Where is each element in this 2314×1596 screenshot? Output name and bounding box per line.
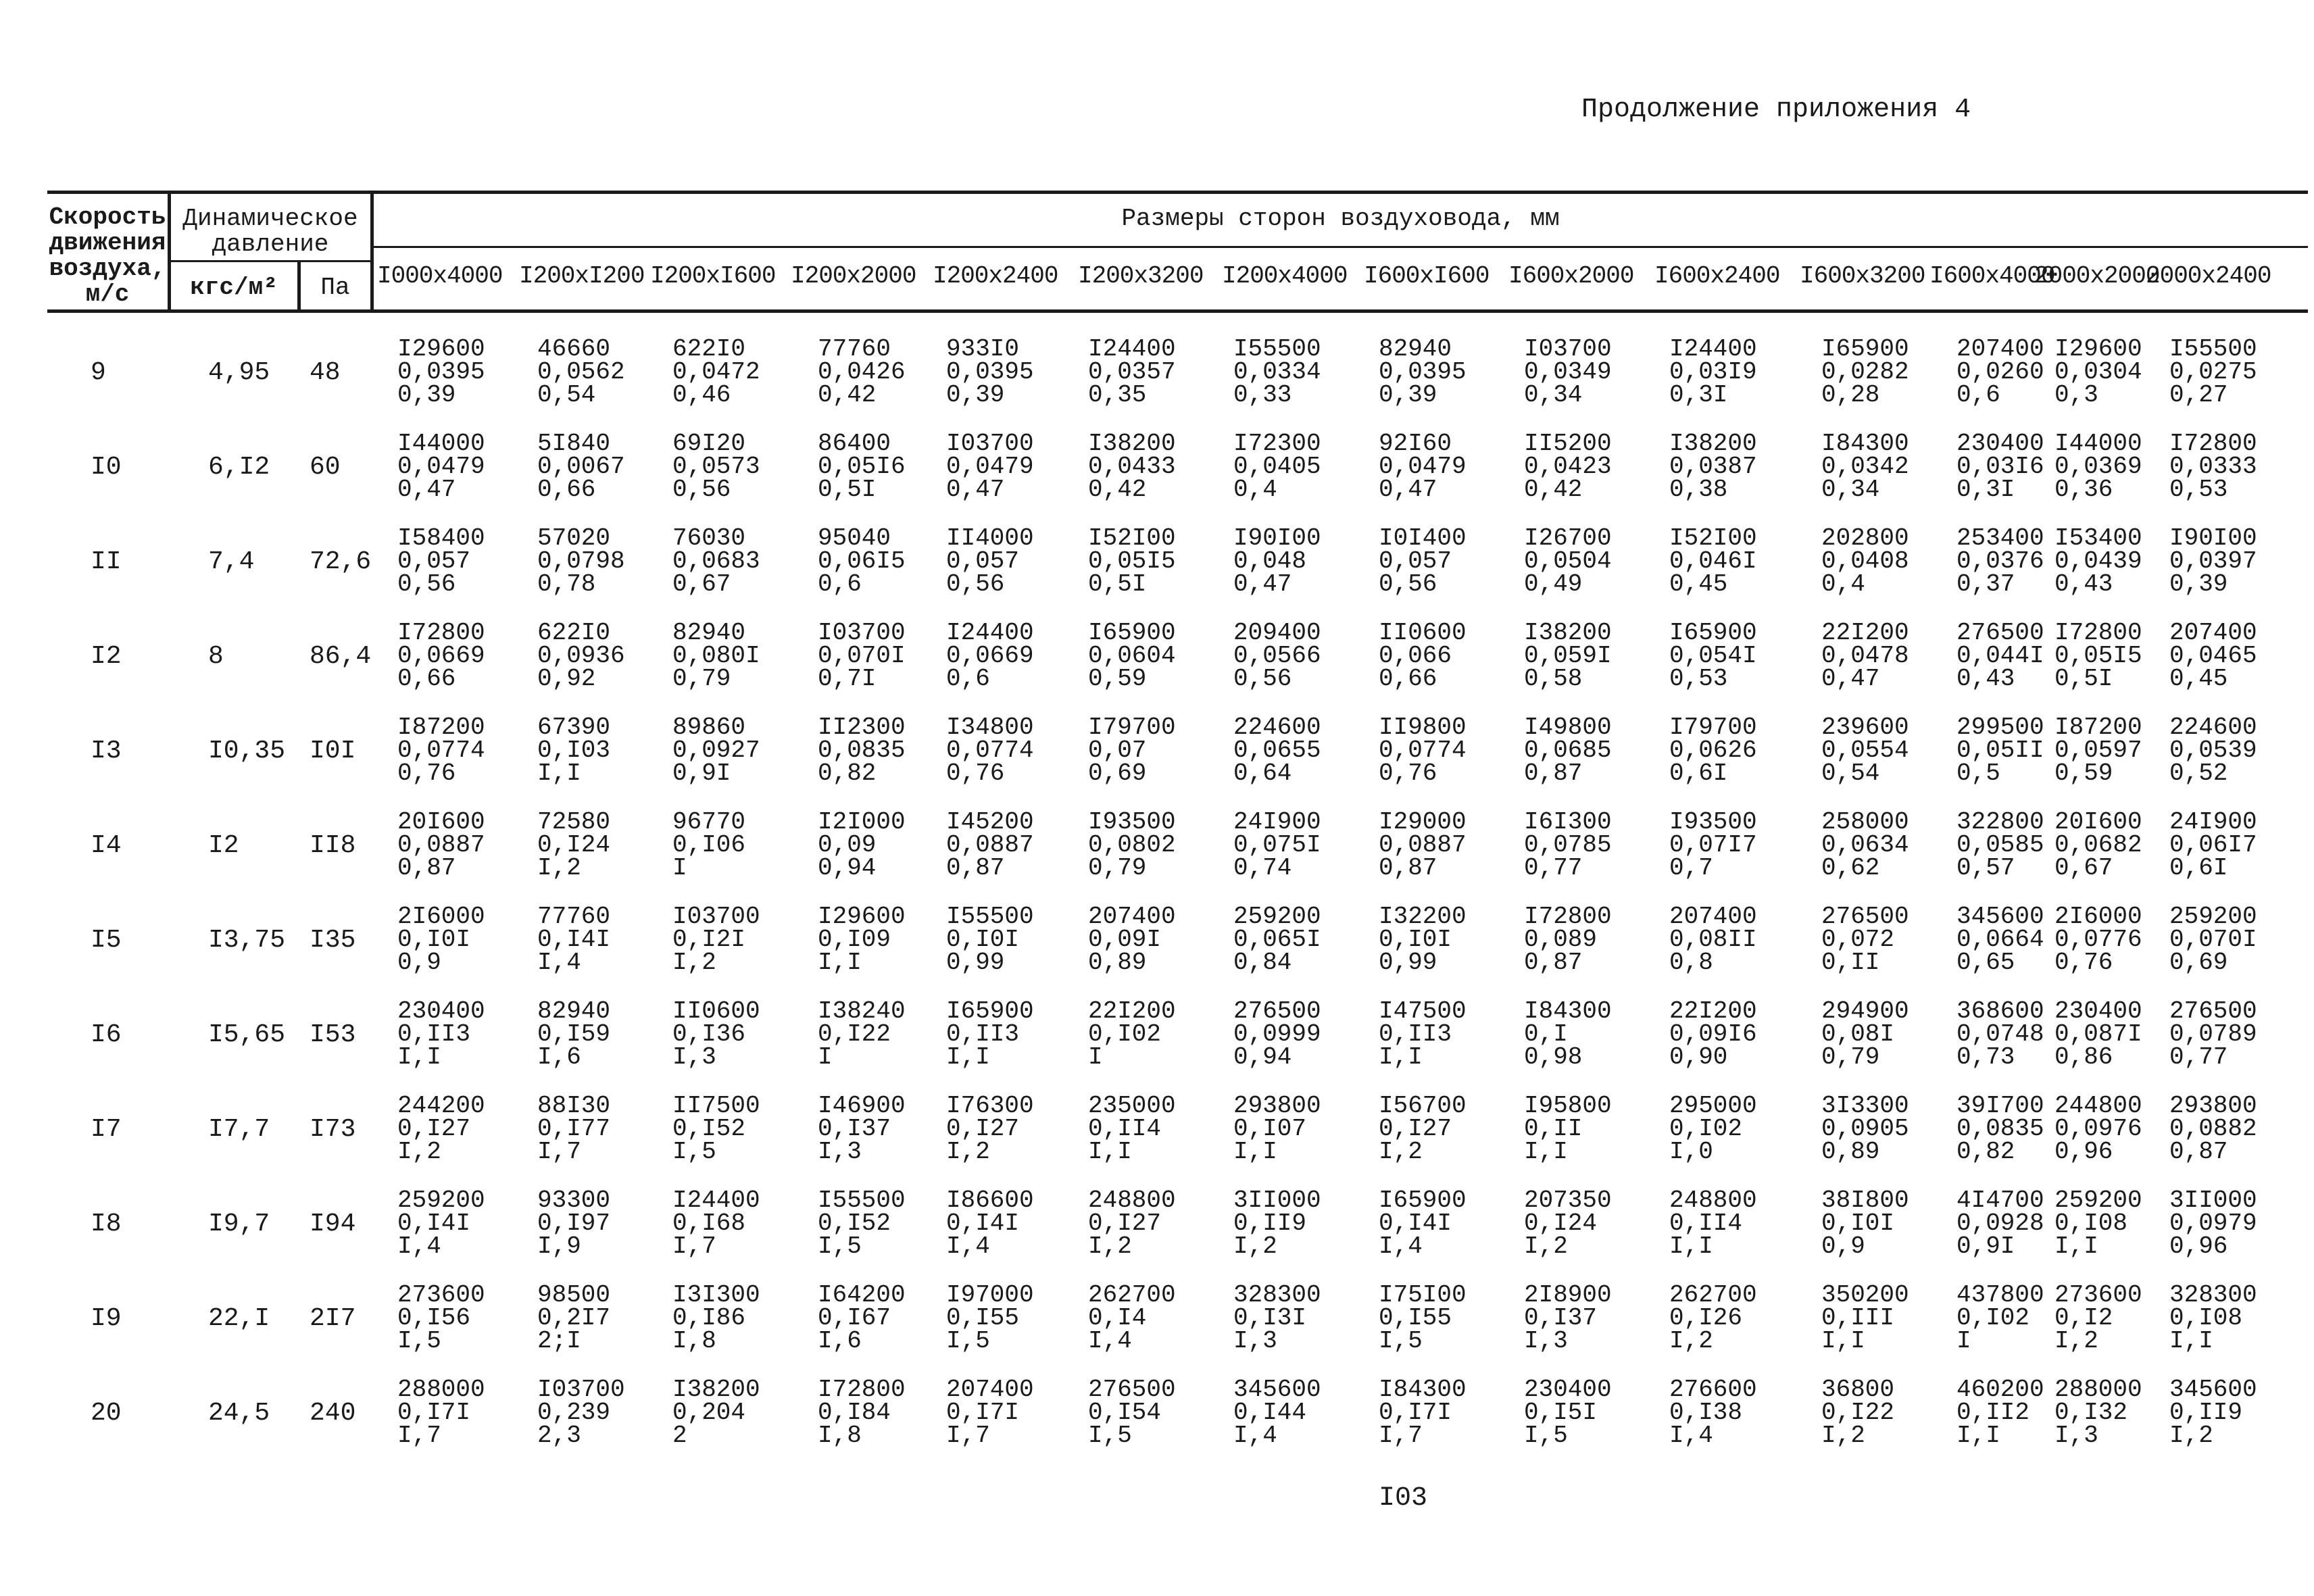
table-cell: I44000 0,0369 0,36 xyxy=(2054,430,2142,503)
velocity-header-line-1: Скорость xyxy=(49,203,166,231)
table-cell: 22I200 0,09I6 0,90 xyxy=(1669,997,1757,1071)
kgs-value: 4,95 xyxy=(208,358,270,387)
table-cell: 368600 0,0748 0,73 xyxy=(1956,997,2044,1071)
table-cell: I90I00 0,0397 0,39 xyxy=(2169,524,2257,598)
table-cell: I34800 0,0774 0,76 xyxy=(946,714,1034,787)
table-cell: I90I00 0,048 0,47 xyxy=(1233,524,1321,598)
table-cell: 72580 0,I24 I,2 xyxy=(537,808,611,882)
column-header-10: I600x3200 xyxy=(1800,262,1925,290)
column-header-2: I200xI600 xyxy=(650,262,776,290)
table-cell: 82940 0,I59 I,6 xyxy=(537,997,611,1071)
table-cell: 22I200 0,0478 0,47 xyxy=(1821,619,1909,693)
table-cell: I72800 0,089 0,87 xyxy=(1524,903,1612,976)
table-cell: 262700 0,I4 I,4 xyxy=(1088,1281,1176,1355)
kgs-value: I0,35 xyxy=(208,737,286,766)
table-cell: I24400 0,I68 I,7 xyxy=(672,1187,760,1260)
dynamic-header-line-2: давление xyxy=(212,230,329,258)
table-cell: 239600 0,0554 0,54 xyxy=(1821,714,1909,787)
table-cell: 82940 0,0395 0,39 xyxy=(1379,335,1467,409)
table-cell: 57020 0,0798 0,78 xyxy=(537,524,625,598)
velocity-value: II xyxy=(91,547,122,576)
table-cell: I65900 0,0604 0,59 xyxy=(1088,619,1176,693)
table-cell: 276500 0,072 0,II xyxy=(1821,903,1909,976)
table-cell: 235000 0,II4 I,I xyxy=(1088,1092,1176,1166)
table-cell: 259200 0,065I 0,84 xyxy=(1233,903,1321,976)
table-cell: I65900 0,I4I I,4 xyxy=(1379,1187,1467,1260)
velocity-header-line-2: движения xyxy=(49,229,166,257)
header-bottom-rule xyxy=(47,309,2308,313)
table-cell: 259200 0,070I 0,69 xyxy=(2169,903,2257,976)
velocity-value: I5 xyxy=(91,926,122,955)
table-cell: 209400 0,0566 0,56 xyxy=(1233,619,1321,693)
table-cell: 86400 0,05I6 0,5I xyxy=(818,430,906,503)
table-cell: 622I0 0,0936 0,92 xyxy=(537,619,625,693)
velocity-value: I2 xyxy=(91,642,122,671)
kgs-value: I7,7 xyxy=(208,1115,270,1144)
table-cell: I38200 0,059I 0,58 xyxy=(1524,619,1612,693)
table-cell: I29000 0,0887 0,87 xyxy=(1379,808,1467,882)
table-cell: I84300 0,I7I I,7 xyxy=(1379,1376,1467,1449)
table-cell: I65900 0,054I 0,53 xyxy=(1669,619,1757,693)
velocity-header-line-4: м/с xyxy=(85,280,130,308)
kgs-value: I5,65 xyxy=(208,1020,286,1049)
table-cell: 293800 0,I07 I,I xyxy=(1233,1092,1321,1166)
kgs-value: I9,7 xyxy=(208,1210,270,1239)
table-cell: 95040 0,06I5 0,6 xyxy=(818,524,906,598)
table-cell: I55500 0,I0I 0,99 xyxy=(946,903,1034,976)
table-cell: 230400 0,087I 0,86 xyxy=(2054,997,2142,1071)
table-cell: II4000 0,057 0,56 xyxy=(946,524,1034,598)
table-cell: I03700 0,I2I I,2 xyxy=(672,903,760,976)
page-number: I03 xyxy=(1379,1483,1428,1514)
table-cell: 276500 0,044I 0,43 xyxy=(1956,619,2044,693)
table-cell: I03700 0,0349 0,34 xyxy=(1524,335,1612,409)
column-header-11: I600x4000 xyxy=(1929,262,2055,290)
table-cell: I72800 0,05I5 0,5I xyxy=(2054,619,2142,693)
table-cell: 2I6000 0,I0I 0,9 xyxy=(397,903,485,976)
velocity-value: I3 xyxy=(91,737,122,766)
table-cell: I87200 0,0597 0,59 xyxy=(2054,714,2142,787)
table-cell: 3I3300 0,0905 0,89 xyxy=(1821,1092,1909,1166)
table-cell: I55500 0,I52 I,5 xyxy=(818,1187,906,1260)
pa-value: I94 xyxy=(310,1210,356,1239)
table-cell: 276500 0,0999 0,94 xyxy=(1233,997,1321,1071)
table-cell: 46660 0,0562 0,54 xyxy=(537,335,625,409)
table-cell: 230400 0,I5I I,5 xyxy=(1524,1376,1612,1449)
table-cell: II5200 0,0423 0,42 xyxy=(1524,430,1612,503)
table-cell: I87200 0,0774 0,76 xyxy=(397,714,485,787)
table-cell: I45200 0,0887 0,87 xyxy=(946,808,1034,882)
pa-value: I73 xyxy=(310,1115,356,1144)
kgs-value: I3,75 xyxy=(208,926,286,955)
table-cell: II0600 0,066 0,66 xyxy=(1379,619,1467,693)
column-header-8: I600x2000 xyxy=(1508,262,1634,290)
velocity-value: I6 xyxy=(91,1020,122,1049)
table-cell: 328300 0,I3I I,3 xyxy=(1233,1281,1321,1355)
kgs-header: кгс/м² xyxy=(190,274,278,301)
table-cell: I56700 0,I27 I,2 xyxy=(1379,1092,1467,1166)
table-cell: I26700 0,0504 0,49 xyxy=(1524,524,1612,598)
table-cell: 276500 0,I54 I,5 xyxy=(1088,1376,1176,1449)
table-cell: 288000 0,I7I I,7 xyxy=(397,1376,485,1449)
table-top-rule xyxy=(47,191,2308,194)
table-cell: 288000 0,I32 I,3 xyxy=(2054,1376,2142,1449)
table-cell: I79700 0,0626 0,6I xyxy=(1669,714,1757,787)
velocity-value: I8 xyxy=(91,1210,122,1239)
column-header-4: I200x2400 xyxy=(933,262,1058,290)
table-cell: 273600 0,I2 I,2 xyxy=(2054,1281,2142,1355)
table-cell: II9800 0,0774 0,76 xyxy=(1379,714,1467,787)
table-cell: 244200 0,I27 I,2 xyxy=(397,1092,485,1166)
column-header-13: 2000x2400 xyxy=(2146,262,2271,290)
pa-value: 60 xyxy=(310,453,341,482)
pa-value: I0I xyxy=(310,737,356,766)
table-cell: 437800 0,I02 I xyxy=(1956,1281,2044,1355)
table-cell: I38200 0,0433 0,42 xyxy=(1088,430,1176,503)
table-cell: 248800 0,II4 I,I xyxy=(1669,1187,1757,1260)
table-cell: 262700 0,I26 I,2 xyxy=(1669,1281,1757,1355)
column-header-5: I200x3200 xyxy=(1078,262,1204,290)
table-cell: 293800 0,0882 0,87 xyxy=(2169,1092,2257,1166)
table-cell: I72800 0,0669 0,66 xyxy=(397,619,485,693)
table-cell: 350200 0,III I,I xyxy=(1821,1281,1909,1355)
table-cell: I03700 0,070I 0,7I xyxy=(818,619,906,693)
table-cell: 207400 0,I7I I,7 xyxy=(946,1376,1034,1449)
pa-value: 48 xyxy=(310,358,341,387)
table-cell: 98500 0,2I7 2;I xyxy=(537,1281,611,1355)
table-cell: 3II000 0,II9 I,2 xyxy=(1233,1187,1321,1260)
table-cell: I29600 0,0304 0,3 xyxy=(2054,335,2142,409)
table-cell: I6I300 0,0785 0,77 xyxy=(1524,808,1612,882)
table-cell: I97000 0,I55 I,5 xyxy=(946,1281,1034,1355)
table-cell: 96770 0,I06 I xyxy=(672,808,746,882)
table-cell: 460200 0,II2 I,I xyxy=(1956,1376,2044,1449)
table-cell: I84300 0,0342 0,34 xyxy=(1821,430,1909,503)
table-cell: I76300 0,I27 I,2 xyxy=(946,1092,1034,1166)
table-cell: I86600 0,I4I I,4 xyxy=(946,1187,1034,1260)
table-cell: 328300 0,I08 I,I xyxy=(2169,1281,2257,1355)
table-cell: I75I00 0,I55 I,5 xyxy=(1379,1281,1467,1355)
table-cell: I29600 0,0395 0,39 xyxy=(397,335,485,409)
table-cell: I72800 0,0333 0,53 xyxy=(2169,430,2257,503)
table-cell: I65900 0,II3 I,I xyxy=(946,997,1034,1071)
kgs-value: 6,I2 xyxy=(208,453,270,482)
table-cell: 273600 0,I56 I,5 xyxy=(397,1281,485,1355)
table-cell: I58400 0,057 0,56 xyxy=(397,524,485,598)
table-cell: I03700 0,239 2,3 xyxy=(537,1376,625,1449)
table-cell: 3II000 0,0979 0,96 xyxy=(2169,1187,2257,1260)
table-cell: 24I900 0,075I 0,74 xyxy=(1233,808,1321,882)
table-cell: 77760 0,I4I I,4 xyxy=(537,903,611,976)
table-cell: 5I840 0,0067 0,66 xyxy=(537,430,625,503)
table-cell: 224600 0,0539 0,52 xyxy=(2169,714,2257,787)
table-cell: I46900 0,I37 I,3 xyxy=(818,1092,906,1166)
pa-value: 240 xyxy=(310,1399,356,1428)
velocity-value: I0 xyxy=(91,453,122,482)
table-cell: 69I20 0,0573 0,56 xyxy=(672,430,760,503)
table-cell: I55500 0,0334 0,33 xyxy=(1233,335,1321,409)
kgs-value: 7,4 xyxy=(208,547,255,576)
dynamic-header-line-1: Динамическое xyxy=(182,205,358,232)
table-cell: 224600 0,0655 0,64 xyxy=(1233,714,1321,787)
pa-value: I53 xyxy=(310,1020,356,1049)
table-cell: 67390 0,I03 I,I xyxy=(537,714,611,787)
pa-header: Па xyxy=(320,274,350,301)
table-cell: I38200 0,204 2 xyxy=(672,1376,760,1449)
table-cell: I38240 0,I22 I xyxy=(818,997,906,1071)
pa-value: 2I7 xyxy=(310,1304,356,1333)
table-cell: I44000 0,0479 0,47 xyxy=(397,430,485,503)
table-cell: I3I300 0,I86 I,8 xyxy=(672,1281,760,1355)
pa-value: 72,6 xyxy=(310,547,372,576)
table-cell: 258000 0,0634 0,62 xyxy=(1821,808,1909,882)
table-cell: 244800 0,0976 0,96 xyxy=(2054,1092,2142,1166)
table-cell: 622I0 0,0472 0,46 xyxy=(672,335,760,409)
table-cell: 294900 0,08I 0,79 xyxy=(1821,997,1909,1071)
table-cell: 24I900 0,06I7 0,6I xyxy=(2169,808,2257,882)
table-cell: I93500 0,0802 0,79 xyxy=(1088,808,1176,882)
table-cell: I03700 0,0479 0,47 xyxy=(946,430,1034,503)
table-cell: I47500 0,II3 I,I xyxy=(1379,997,1467,1071)
column-header-9: I600x2400 xyxy=(1654,262,1780,290)
table-cell: I24400 0,03I9 0,3I xyxy=(1669,335,1757,409)
table-cell: 207400 0,0465 0,45 xyxy=(2169,619,2257,693)
table-cell: 259200 0,I08 I,I xyxy=(2054,1187,2142,1260)
kgs-value: 8 xyxy=(208,642,224,671)
table-cell: 22I200 0,I02 I xyxy=(1088,997,1176,1071)
table-cell: 345600 0,0664 0,65 xyxy=(1956,903,2044,976)
table-cell: I93500 0,07I7 0,7 xyxy=(1669,808,1757,882)
table-cell: 276600 0,I38 I,4 xyxy=(1669,1376,1757,1449)
table-cell: I55500 0,0275 0,27 xyxy=(2169,335,2257,409)
table-cell: 4I4700 0,0928 0,9I xyxy=(1956,1187,2044,1260)
table-cell: I2I000 0,09 0,94 xyxy=(818,808,906,882)
table-cell: 259200 0,I4I I,4 xyxy=(397,1187,485,1260)
table-cell: I52I00 0,046I 0,45 xyxy=(1669,524,1757,598)
table-cell: I24400 0,0669 0,6 xyxy=(946,619,1034,693)
pa-value: 86,4 xyxy=(310,642,372,671)
table-cell: I0I400 0,057 0,56 xyxy=(1379,524,1467,598)
table-cell: 299500 0,05II 0,5 xyxy=(1956,714,2044,787)
column-header-1: I200xI200 xyxy=(519,262,645,290)
table-cell: 345600 0,II9 I,2 xyxy=(2169,1376,2257,1449)
table-cell: 20I600 0,0682 0,67 xyxy=(2054,808,2142,882)
table-cell: 38I800 0,I0I 0,9 xyxy=(1821,1187,1909,1260)
table-cell: 207350 0,I24 I,2 xyxy=(1524,1187,1612,1260)
table-cell: 933I0 0,0395 0,39 xyxy=(946,335,1034,409)
pa-value: II8 xyxy=(310,831,356,860)
velocity-value: 9 xyxy=(91,358,106,387)
table-cell: I53400 0,0439 0,43 xyxy=(2054,524,2142,598)
velocity-value: I7 xyxy=(91,1115,122,1144)
kgs-value: 24,5 xyxy=(208,1399,270,1428)
column-header-12: 2000x2000 xyxy=(2034,262,2160,290)
kgs-value: 22,I xyxy=(208,1304,270,1333)
velocity-header-line-3: воздуха, xyxy=(49,255,166,282)
table-cell: 253400 0,0376 0,37 xyxy=(1956,524,2044,598)
table-cell: 77760 0,0426 0,42 xyxy=(818,335,906,409)
table-cell: I84300 0,I 0,98 xyxy=(1524,997,1612,1071)
table-cell: 248800 0,I27 I,2 xyxy=(1088,1187,1176,1260)
table-cell: 2I6000 0,0776 0,76 xyxy=(2054,903,2142,976)
pa-value: I35 xyxy=(310,926,356,955)
table-cell: 207400 0,08II 0,8 xyxy=(1669,903,1757,976)
velocity-value: I4 xyxy=(91,831,122,860)
table-cell: 76030 0,0683 0,67 xyxy=(672,524,760,598)
table-cell: 345600 0,I44 I,4 xyxy=(1233,1376,1321,1449)
table-cell: 88I30 0,I77 I,7 xyxy=(537,1092,611,1166)
table-cell: I49800 0,0685 0,87 xyxy=(1524,714,1612,787)
table-cell: 82940 0,080I 0,79 xyxy=(672,619,760,693)
table-cell: 295000 0,I02 I,0 xyxy=(1669,1092,1757,1166)
velocity-value: 20 xyxy=(91,1399,122,1428)
table-cell: 20I600 0,0887 0,87 xyxy=(397,808,485,882)
column-header-3: I200x2000 xyxy=(791,262,916,290)
table-cell: 207400 0,0260 0,6 xyxy=(1956,335,2044,409)
table-cell: I72800 0,I84 I,8 xyxy=(818,1376,906,1449)
column-header-6: I200x4000 xyxy=(1222,262,1348,290)
velocity-value: I9 xyxy=(91,1304,122,1333)
table-cell: 322800 0,0585 0,57 xyxy=(1956,808,2044,882)
table-cell: I79700 0,07 0,69 xyxy=(1088,714,1176,787)
column-header-0: I000x4000 xyxy=(377,262,503,290)
table-cell: I72300 0,0405 0,4 xyxy=(1233,430,1321,503)
table-cell: II7500 0,I52 I,5 xyxy=(672,1092,760,1166)
table-cell: 39I700 0,0835 0,82 xyxy=(1956,1092,2044,1166)
table-cell: I29600 0,I09 I,I xyxy=(818,903,906,976)
table-cell: II0600 0,I36 I,3 xyxy=(672,997,760,1071)
table-cell: 207400 0,09I 0,89 xyxy=(1088,903,1176,976)
table-cell: I38200 0,0387 0,38 xyxy=(1669,430,1757,503)
kgs-value: I2 xyxy=(208,831,239,860)
table-cell: I64200 0,I67 I,6 xyxy=(818,1281,906,1355)
table-cell: 276500 0,0789 0,77 xyxy=(2169,997,2257,1071)
table-cell: I32200 0,I0I 0,99 xyxy=(1379,903,1467,976)
table-cell: I65900 0,0282 0,28 xyxy=(1821,335,1909,409)
table-cell: 2I8900 0,I37 I,3 xyxy=(1524,1281,1612,1355)
table-cell: 89860 0,0927 0,9I xyxy=(672,714,760,787)
table-cell: I24400 0,0357 0,35 xyxy=(1088,335,1176,409)
table-cell: I52I00 0,05I5 0,5I xyxy=(1088,524,1176,598)
table-cell: I95800 0,II I,I xyxy=(1524,1092,1612,1166)
sizes-header-rule xyxy=(373,246,2308,248)
table-cell: 202800 0,0408 0,4 xyxy=(1821,524,1909,598)
duct-sizes-header: Размеры сторон воздуховода, мм xyxy=(1121,205,1560,232)
table-cell: 36800 0,I22 I,2 xyxy=(1821,1376,1895,1449)
table-cell: 92I60 0,0479 0,47 xyxy=(1379,430,1467,503)
table-cell: 230400 0,03I6 0,3I xyxy=(1956,430,2044,503)
page-heading: Продолжение приложения 4 xyxy=(1581,95,1971,125)
dynamic-header-rule xyxy=(170,260,370,262)
table-cell: 230400 0,II3 I,I xyxy=(397,997,485,1071)
table-cell: 93300 0,I97 I,9 xyxy=(537,1187,611,1260)
table-cell: II2300 0,0835 0,82 xyxy=(818,714,906,787)
column-header-7: I600xI600 xyxy=(1364,262,1490,290)
